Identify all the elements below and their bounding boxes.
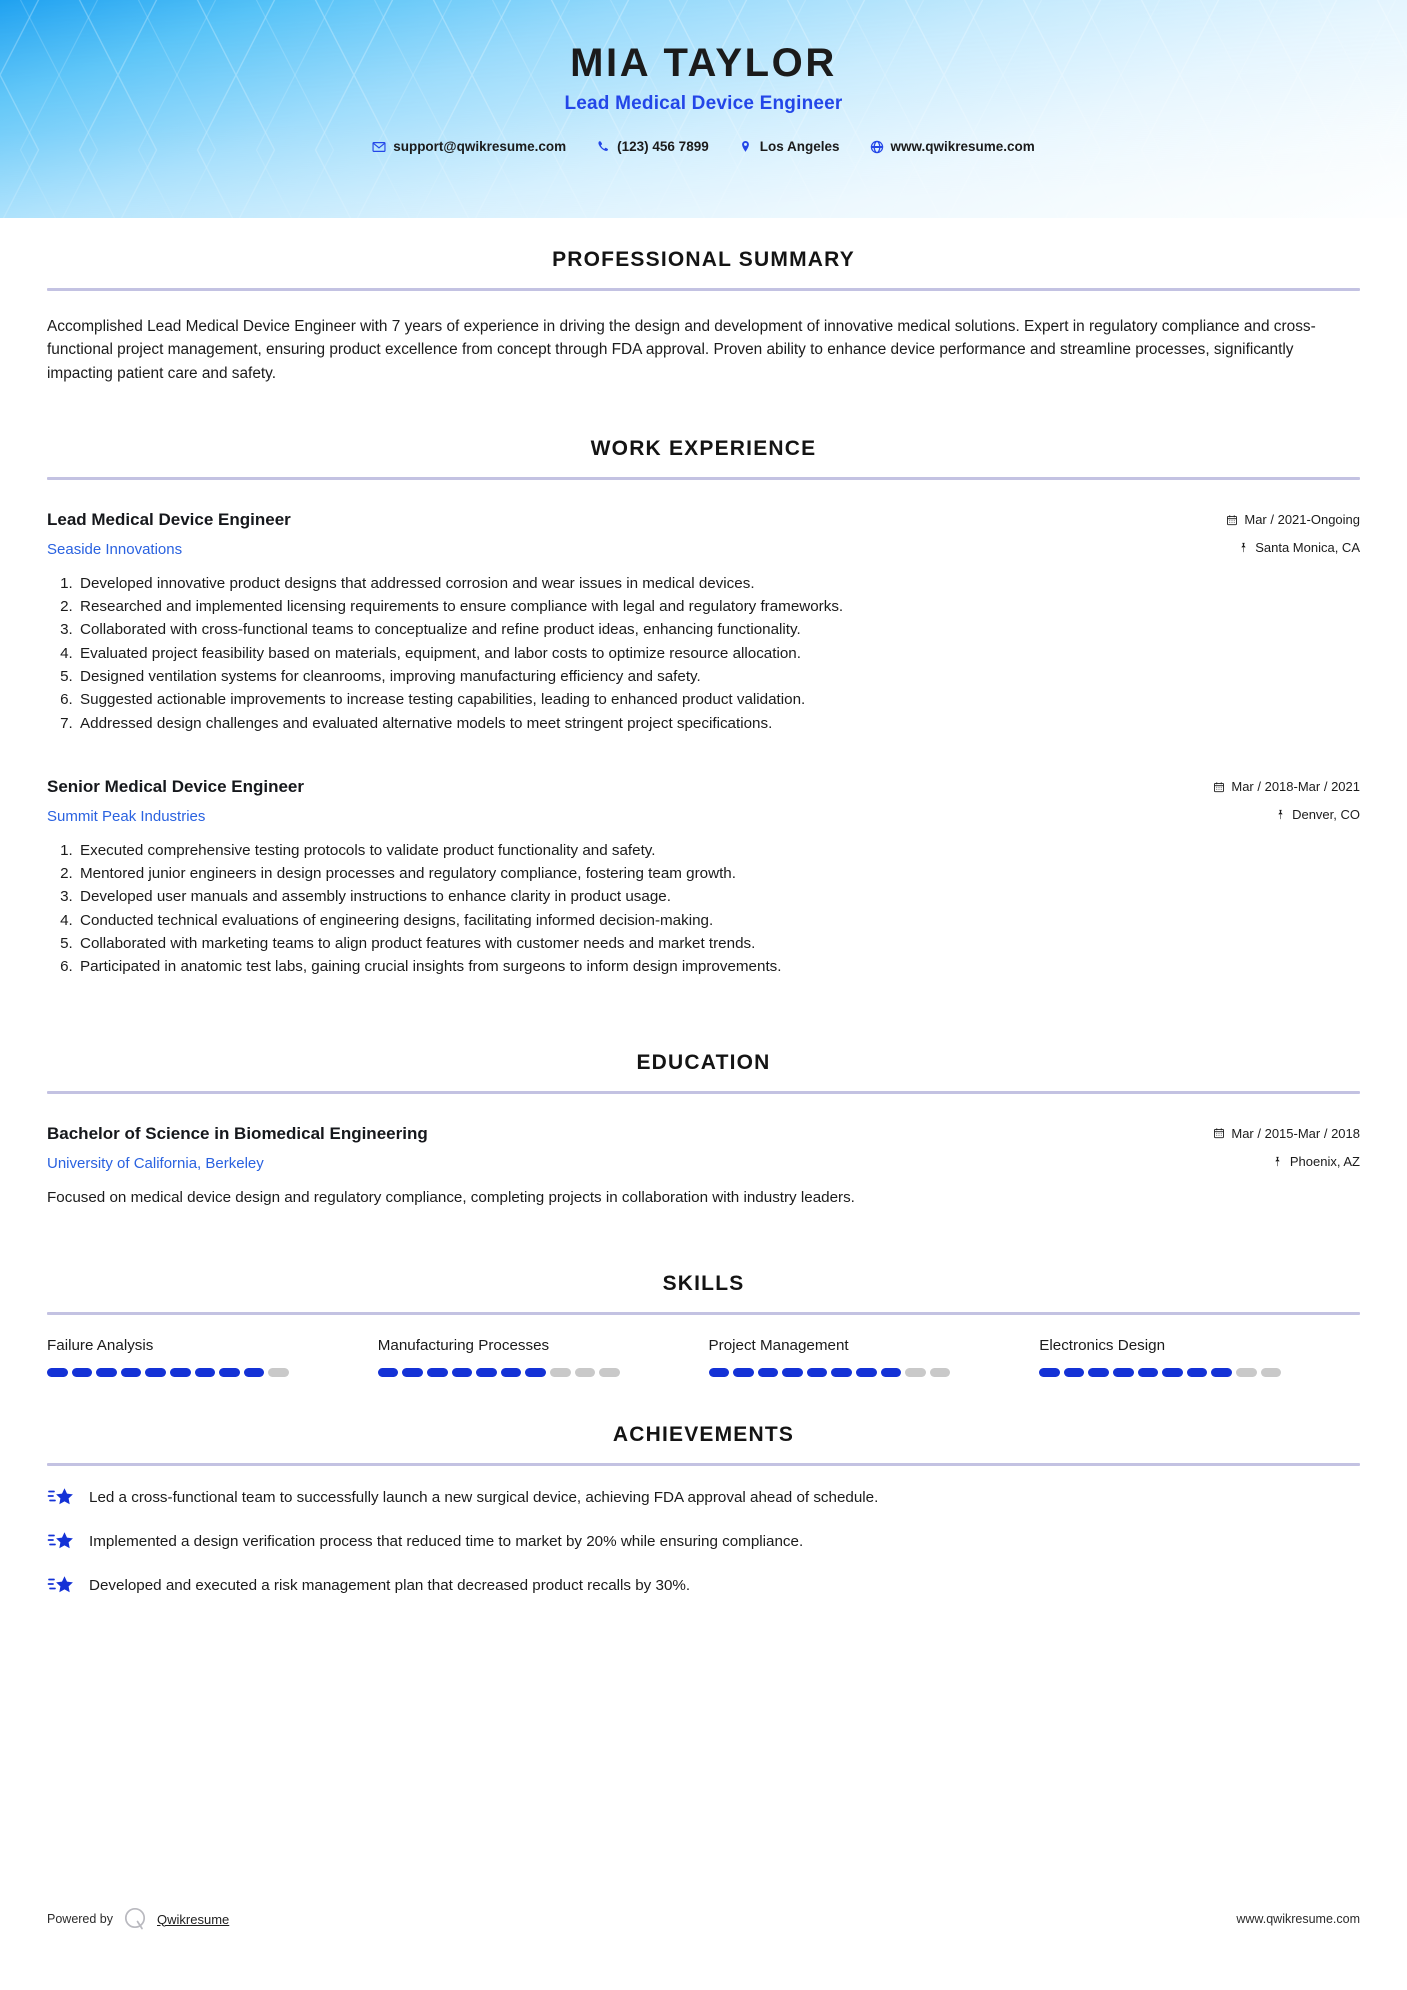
section-professional-summary <box>47 248 1360 385</box>
skill-segment <box>145 1368 166 1377</box>
work-dates-text: Mar / 2018-Mar / 2021 <box>1231 779 1360 795</box>
phone-icon <box>596 140 610 154</box>
skill-segment <box>452 1368 473 1377</box>
contact-website-text: www.qwikresume.com <box>890 139 1035 154</box>
calendar-icon <box>1213 781 1225 793</box>
skill-segment <box>709 1368 730 1377</box>
skill-segment <box>807 1368 828 1377</box>
work-location-text: Santa Monica, CA <box>1255 540 1360 556</box>
list-item: 2. Researched and implemented licensing requirements to ensure compliance with legal and regulatory frameworks. <box>77 595 1360 618</box>
skill-label: Electronics Design <box>1039 1337 1166 1355</box>
education-school[interactable]: University of California, Berkeley <box>47 1154 264 1172</box>
list-item: 3. Collaborated with cross-functional teams to conceptualize and refine product ideas, enhancing functionality. <box>77 618 1360 641</box>
skill-segment <box>72 1368 93 1377</box>
envelope-icon <box>372 140 386 154</box>
map-pin-icon <box>1272 1155 1284 1167</box>
skill-segment <box>881 1368 902 1377</box>
skill-segment <box>905 1368 926 1377</box>
skill-segment <box>1236 1368 1257 1377</box>
section-title-education: EDUCATION <box>636 1050 771 1074</box>
list-item <box>47 1486 1360 1509</box>
section-title-work: WORK EXPERIENCE <box>590 437 817 461</box>
powered-by-label: Powered by <box>47 1912 114 1926</box>
skill-item <box>47 1337 368 1377</box>
work-entry <box>47 509 1360 735</box>
summary-text: Accomplished Lead Medical Device Engineer with 7 years of experience in driving the design and development of innovative medical solutions. Expert in regulatory compliance and cross-functional project management, ensuring product excellence from concept through FDA approval. Proven ability to enhance device performance and streamline processes, significantly impacting patient care and safety. <box>47 318 1316 382</box>
list-item: 1. Developed innovative product designs that addressed corrosion and wear issues in medical devices. <box>77 572 1360 595</box>
skill-label: Manufacturing Processes <box>377 1337 550 1355</box>
resume-header <box>0 0 1407 218</box>
footer-website[interactable]: www.qwikresume.com <box>1236 1912 1360 1926</box>
skill-rating-bar <box>1039 1368 1281 1377</box>
skill-segment <box>121 1368 142 1377</box>
skill-segment <box>96 1368 117 1377</box>
skill-segment <box>575 1368 596 1377</box>
skill-item <box>378 1337 699 1377</box>
list-item: 6. Participated in anatomic test labs, gaining crucial insights from surgeons to inform design improvements. <box>77 955 1360 978</box>
work-bullet-list <box>47 839 1360 979</box>
skill-segment <box>170 1368 191 1377</box>
education-location-text: Phoenix, AZ <box>1289 1153 1360 1169</box>
work-company-name[interactable]: Summit Peak Industries <box>47 808 206 826</box>
skill-segment <box>501 1368 522 1377</box>
list-item: 3. Developed user manuals and assembly instructions to enhance clarity in product usage. <box>77 885 1360 908</box>
skills-grid <box>47 1337 1360 1377</box>
section-divider <box>47 288 1360 291</box>
skill-label: Failure Analysis <box>47 1337 154 1355</box>
section-divider <box>47 1312 1360 1315</box>
achievement-text: Implemented a design verification process that reduced time to market by 20% while ensuring compliance. <box>89 1533 804 1551</box>
work-location <box>1213 807 1360 822</box>
contact-phone-text: (123) 456 7899 <box>617 139 709 154</box>
skill-segment <box>525 1368 546 1377</box>
candidate-name: MIA TAYLOR <box>570 41 837 85</box>
work-company-name[interactable]: Seaside Innovations <box>47 541 183 559</box>
contact-email-text: support@qwikresume.com <box>393 139 567 154</box>
contact-email[interactable] <box>357 139 581 154</box>
work-location-text: Denver, CO <box>1292 807 1360 823</box>
work-entry <box>47 776 1360 979</box>
skill-segment <box>402 1368 423 1377</box>
skill-rating-bar <box>378 1368 620 1377</box>
work-dates <box>1226 512 1360 527</box>
skill-segment <box>476 1368 497 1377</box>
globe-icon <box>870 140 884 154</box>
list-item: 6. Suggested actionable improvements to increase testing capabilities, leading to enhanced product validation. <box>77 688 1360 711</box>
skill-item <box>709 1337 1030 1377</box>
section-skills <box>47 1272 1360 1377</box>
page-footer <box>47 1906 1360 1932</box>
work-role-title: Senior Medical Device Engineer <box>47 777 304 797</box>
section-divider <box>47 477 1360 480</box>
location-pin-icon <box>739 140 753 154</box>
skill-item <box>1039 1337 1360 1377</box>
work-dates-text: Mar / 2021-Ongoing <box>1244 512 1360 528</box>
achievement-text: Led a cross-functional team to successfully launch a new surgical device, achieving FDA approval ahead of schedule. <box>89 1489 879 1507</box>
map-pin-icon <box>1237 542 1249 554</box>
education-dates-text: Mar / 2015-Mar / 2018 <box>1231 1125 1360 1141</box>
work-entry-header <box>47 509 1360 560</box>
skill-segment <box>268 1368 289 1377</box>
skill-rating-bar <box>709 1368 951 1377</box>
list-item: 4. Conducted technical evaluations of engineering designs, facilitating informed decision-making. <box>77 909 1360 932</box>
skill-segment <box>1261 1368 1282 1377</box>
contact-location <box>724 139 855 154</box>
contact-row <box>0 139 1407 154</box>
calendar-icon <box>1213 1127 1225 1139</box>
skill-segment <box>1211 1368 1232 1377</box>
work-role-title: Lead Medical Device Engineer <box>47 510 291 530</box>
section-education <box>47 1051 1360 1210</box>
contact-phone[interactable] <box>581 139 724 154</box>
skill-segment <box>856 1368 877 1377</box>
list-item: 5. Collaborated with marketing teams to align product features with customer needs and market trends. <box>77 932 1360 955</box>
section-divider <box>47 1463 1360 1466</box>
work-bullet-list <box>47 572 1360 735</box>
list-item <box>47 1530 1360 1553</box>
contact-website[interactable] <box>855 139 1050 154</box>
work-entry-header <box>47 776 1360 827</box>
map-pin-icon <box>1274 809 1286 821</box>
candidate-job-title: Lead Medical Device Engineer <box>564 93 843 114</box>
skill-segment <box>1138 1368 1159 1377</box>
skill-segment <box>1113 1368 1134 1377</box>
skill-segment <box>1162 1368 1183 1377</box>
skill-segment <box>427 1368 448 1377</box>
list-item: 1. Executed comprehensive testing protocols to validate product functionality and safety. <box>77 839 1360 862</box>
education-description: Focused on medical device design and regulatory compliance, completing projects in collaboration with industry leaders. <box>47 1189 855 1207</box>
list-item: 7. Addressed design challenges and evaluated alternative models to meet stringent project specifications. <box>77 712 1360 735</box>
skill-segment <box>831 1368 852 1377</box>
brand-link[interactable]: Qwikresume <box>157 1911 230 1927</box>
education-entry-header <box>47 1123 1360 1174</box>
list-item: 2. Mentored junior engineers in design processes and regulatory compliance, fostering team growth. <box>77 862 1360 885</box>
contact-location-text: Los Angeles <box>759 139 840 154</box>
section-achievements <box>47 1423 1360 1597</box>
skill-segment <box>244 1368 265 1377</box>
skill-segment <box>550 1368 571 1377</box>
section-work-experience <box>47 437 1360 978</box>
skill-segment <box>219 1368 240 1377</box>
section-title-skills: SKILLS <box>662 1272 745 1296</box>
skill-label: Project Management <box>708 1337 849 1355</box>
star-badge-icon <box>47 1487 75 1509</box>
section-title-achievements: ACHIEVEMENTS <box>612 1423 795 1447</box>
skill-segment <box>1064 1368 1085 1377</box>
education-entry <box>47 1123 1360 1210</box>
achievement-text: Developed and executed a risk management plan that decreased product recalls by 30%. <box>89 1577 691 1595</box>
work-location <box>1226 540 1360 555</box>
footer-powered-by <box>47 1906 229 1932</box>
skill-segment <box>378 1368 399 1377</box>
skill-segment <box>758 1368 779 1377</box>
list-item: 4. Evaluated project feasibility based on materials, equipment, and labor costs to optimize resource allocation. <box>77 642 1360 665</box>
qwikresume-logo-icon <box>122 1906 148 1932</box>
education-dates <box>1213 1126 1360 1141</box>
skill-segment <box>782 1368 803 1377</box>
skill-segment <box>733 1368 754 1377</box>
skill-segment <box>930 1368 951 1377</box>
skill-segment <box>1088 1368 1109 1377</box>
skill-rating-bar <box>47 1368 289 1377</box>
section-divider <box>47 1091 1360 1094</box>
education-location <box>1213 1154 1360 1169</box>
skill-segment <box>195 1368 216 1377</box>
achievements-list <box>47 1486 1360 1597</box>
work-dates <box>1213 779 1360 794</box>
calendar-icon <box>1226 514 1238 526</box>
star-badge-icon <box>47 1575 75 1597</box>
list-item <box>47 1574 1360 1597</box>
star-badge-icon <box>47 1531 75 1553</box>
skill-segment <box>1187 1368 1208 1377</box>
list-item: 5. Designed ventilation systems for cleanrooms, improving manufacturing efficiency and safety. <box>77 665 1360 688</box>
skill-segment <box>1039 1368 1060 1377</box>
skill-segment <box>599 1368 620 1377</box>
education-degree: Bachelor of Science in Biomedical Engineering <box>47 1123 428 1143</box>
skill-segment <box>47 1368 68 1377</box>
section-title-summary: PROFESSIONAL SUMMARY <box>552 248 855 271</box>
